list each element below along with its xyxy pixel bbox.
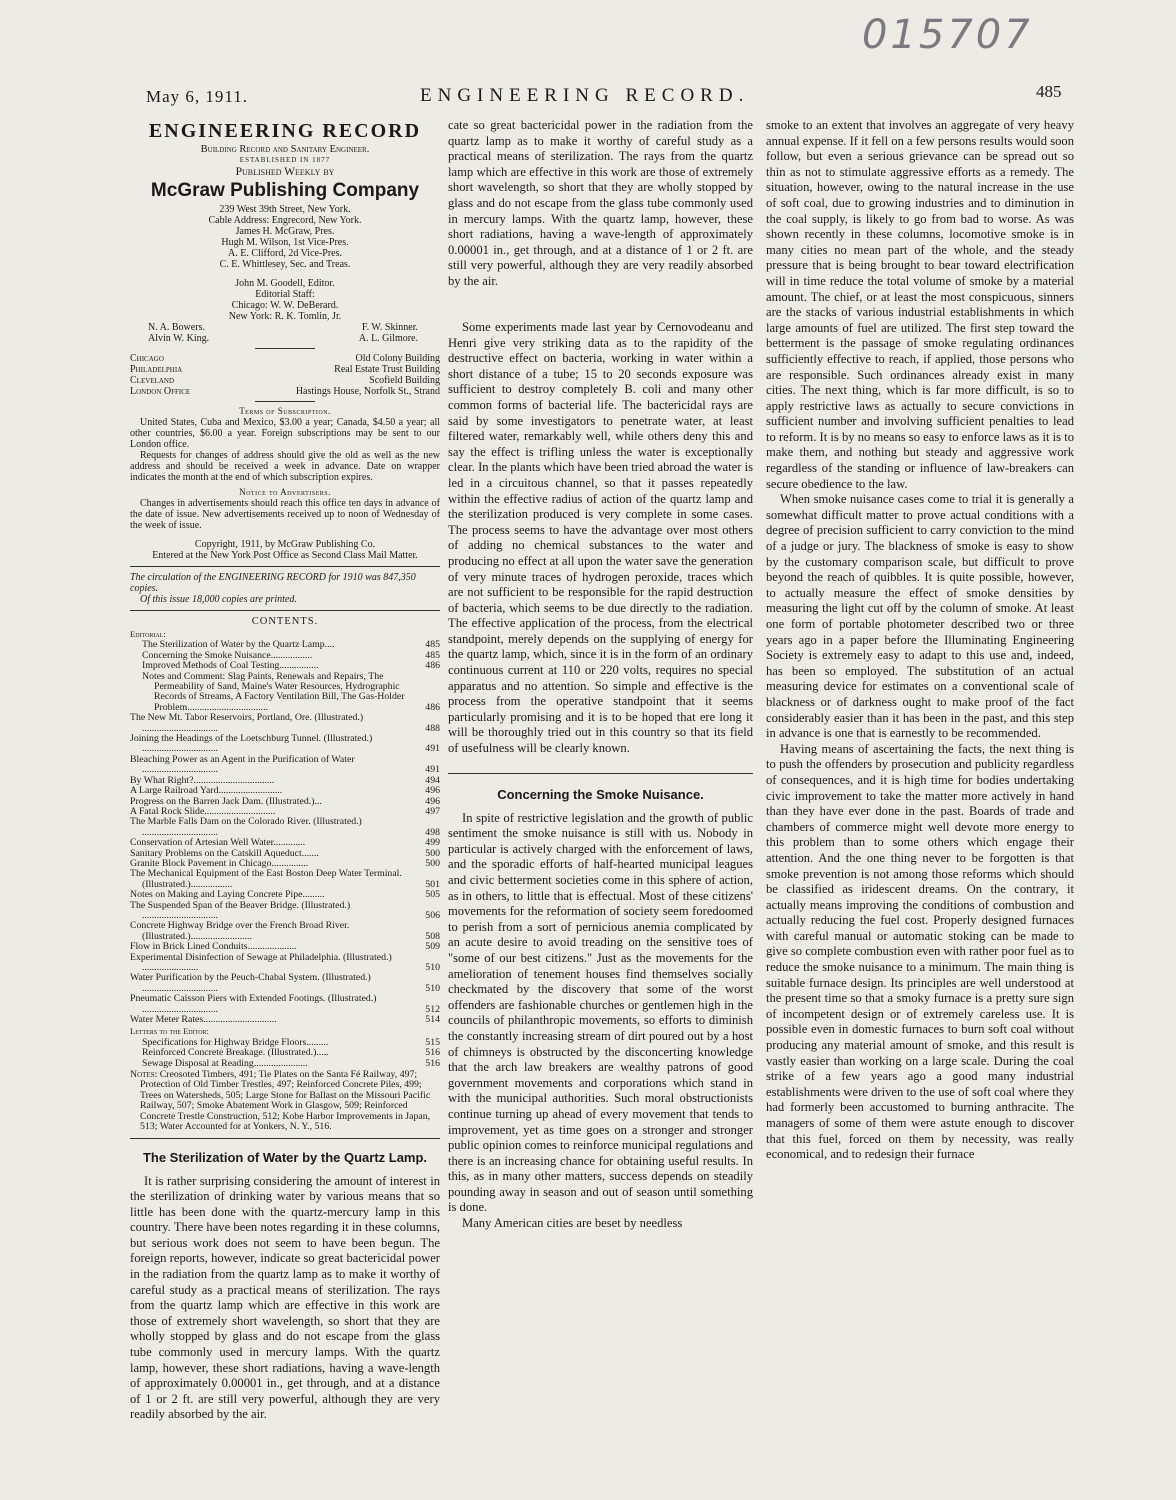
toc-title: The Marble Falls Dam on the Colorado River. (Illustrated.) ............................... [130,816,362,838]
toc-page: 509 [425,941,440,953]
toc-section-label: Notes: [130,1069,158,1081]
toc-page: 488 [425,722,440,734]
toc-section-label: Letters to the Editor: [130,1026,209,1037]
masthead-published: Published Weekly by [235,166,335,178]
toc-page: 505 [425,889,440,901]
staff-name: F. W. Skinner. [361,322,418,333]
toc-notes-text: Creosoted Timbers, 491; Tie Plates on the Santa Fé Railway, 497; Protection of Old Timber Trestles, 497; Reinforced Concrete Piles, 499; Trees on Watersheds, 505; Large Stone for Ballast on the Missouri Pacific Railway, 507; Smoke Abatement Work in Glasgow, 509; Reinforced Concrete Trestle Construction, 512; Kobe Harbor Improvements in Japan, 513; Water Accounted for at Yonkers, N. Y., 516. [140,1069,431,1133]
office-row [130,386,440,397]
office-building: Old Colony Building [355,353,440,364]
page-number: 485 [1036,82,1062,101]
toc-page: 497 [425,805,440,817]
toc-page: 494 [425,774,440,786]
circulation-note: The circulation of the ENGINEERING RECORD for 1910 was 847,350 copies. [130,572,416,594]
officer-line: Hugh M. Wilson, 1st Vice-Pres. [221,237,349,248]
toc-item[interactable] [130,994,440,1015]
toc-title: By What Right?................................. [130,774,275,786]
editor-line: John M. Goodell, Editor. [235,278,335,289]
paragraph: When smoke nuisance cases come to trial it is generally a somewhat difficult matter to prove actual conditions with a degree of precision sufficient to carry conviction to the mind of a judge or jury. The blackness of smoke is easy to show by the customary comparison scale, but difficult to prove beyond the reach of quibbles. It is quite possible, however, to actually measure the effect of smoke densities by measuring the light cut off by the column of smoke. At least one form of portable photometer described two or three years ago in a paper before the Illuminating Engineering Society is extremely easy to adapt to this use and, indeed, has been so employed. The substitution of an actual measuring device for estimates on a conventional scale of blackness or of darkness ought to make proof of the fact considerably easier than it has been in the past, and this step in advance is one that is earnestly to be recommended. [766,492,1074,741]
masthead-established: ESTABLISHED IN 1877 [239,156,331,164]
article-heading-smoke: Concerning the Smoke Nuisance. [497,786,704,802]
article-body [448,811,753,1232]
divider [255,401,315,402]
toc-page: 496 [425,795,440,807]
officer-line: C. E. Whittlesey, Sec. and Treas. [219,259,351,270]
toc-title: A Fatal Rock Slide............................. [130,805,276,817]
masthead-subtitle: Building Record and Sanitary Engineer. [200,144,370,155]
offices-list [130,353,440,397]
toc-title: The Sterilization of Water by the Quartz Lamp.... [142,639,335,651]
toc-title: Water Purification by the Peuch-Chabal System. (Illustrated.) ............................... [130,972,371,994]
office-building: Scofield Building [369,375,440,386]
handwritten-note: 015707 [862,12,1033,58]
table-of-contents [130,629,440,1133]
copyright: Copyright, 1911, by McGraw Publishing Co. [194,539,376,550]
toc-section-label: Editorial: [130,629,166,639]
toc-title: The Mechanical Equipment of the East Boston Deep Water Terminal. (Illustrated.)................. [130,868,402,890]
toc-page: 516 [425,1057,440,1069]
office-building: Real Estate Trust Building [334,364,440,375]
toc-item[interactable] [130,838,440,848]
office-city: Chicago [130,353,164,364]
chicago-staff: Chicago: W. W. DeBerard. [231,300,339,311]
toc-page: 514 [425,1014,440,1026]
divider [448,773,753,774]
toc-title: A Large Railroad Yard.......................... [130,785,283,797]
toc-page: 508 [425,930,440,942]
toc-page: 485 [425,639,440,651]
issue-count: Of this issue 18,000 copies are printed. [140,594,297,605]
divider [130,566,440,567]
officer-line: A. E. Clifford, 2d Vice-Pres. [227,248,342,259]
toc-page: 512 [425,1003,440,1015]
toc-title: Experimental Disinfection of Sewage at Philadelphia. (Illustrated.) ....................... [130,951,392,973]
toc-title: The New Mt. Tabor Reservoirs, Portland, Ore. (Illustrated.) ............................... [130,712,364,734]
terms-text: United States, Cuba and Mexico, $3.00 a year; Canada, $4.50 a year; all other countries, $6.00 a year. Foreign subscriptions may be sent to our London office. [130,417,440,450]
terms-text: Requests for changes of address should give the old as well as the new address and should be received a week in advance. Date on wrapper indicates the month at the end of which subscription expires. [130,450,440,483]
toc-title: Specifications for Highway Bridge Floors......... [142,1036,329,1048]
masthead-title: ENGINEERING RECORD [148,120,422,142]
article-body [766,118,1074,1163]
terms-heading: Terms of Subscription. [239,406,331,416]
toc-page: 500 [425,857,440,869]
toc-title: Conservation of Artesian Well Water............. [130,837,306,849]
paragraph: In spite of restrictive legislation and the growth of public sentiment the smoke nuisance is still with us. Nobody in particular is actively charged with the enforcement of laws, and the sporadic efforts of half-hearted municipal leagues and civic betterment societies come in this sphere of action, as in others, to little that is effectual. Most of these citizens' movements for the reformation of society seem foredoomed to perish from a sort of pernicious anemia complicated by an acute desire to avoid treading on the sensitive toes of "some of our best citizens." Just as the movements for the amelioration of tenement houses find themselves socially checkmated by the discovery that some of the worst offenders are fashionable churches or gentlemen high in the councils of philanthropic movements, so efforts to diminish the constantly increasing stream of dirt poured out by a host of chimneys is obstructed by the disconcerting knowledge that the arch law breakers are wealthy patrons of good government movements and corporations which stand in with the municipal authorities. Such moral obstructionists continue turning up ahead of every movement that tends to improvement, yet as time goes on a stronger and stronger public opinion comes to reinforce municipal regulations and there is an increasing chance for obtaining useful results. In this, as in many other matters, success depends on steadily pounding away in season and out of season until something is done. [448,810,753,1215]
toc-page: 500 [425,847,440,859]
toc-item[interactable] [130,869,440,890]
office-city: Cleveland [130,375,174,386]
toc-page: 486 [425,660,440,672]
contents-heading: CONTENTS. [251,616,319,627]
toc-title: Notes and Comment: Slag Paints, Renewals and Repairs, The Permeability of Sand, Maine's Water Resources, Hydrographic Records of Streams, A Factory Ventilation Bill, The Gas-Holder Problem................................. [142,670,405,713]
toc-title: Concerning the Smoke Nuisance................. [142,649,313,661]
toc-item[interactable] [130,817,440,838]
toc-page: 516 [425,1047,440,1059]
article-body [448,118,753,757]
toc-page: 485 [425,649,440,661]
paragraph: It is rather surprising considering the amount of interest in the sterilization of drinking water by various means that so little has been done with the quartz-mercury lamp in this country. There have been notes regarding it in these columns, but serious work does not seem to have been begun. The foreign reports, however, indicate so great bactericidal power in the radiation from the quartz lamp as to make it worthy of careful study as a practical means of sterilization. The rays from the quartz lamp which are effective in this work are those of extremely short wavelength, so short that they are wholly stopped by glass and do not escape from the glass tube commonly used in mercury lamps. With the quartz lamp, however, these short radiations, having a wave-length of approximately 0.00001 in., get through, and at a distance of 1 or 2 ft. are still very powerful, although they are very readily absorbed by the air. [130,1173,440,1422]
staff-name: Alvin W. King. [148,333,210,344]
toc-title: Granite Block Pavement in Chicago............... [130,857,309,869]
masthead-address: 239 West 39th Street, New York. [219,204,351,215]
staff-name: A. L. Gilmore. [358,333,418,344]
toc-item[interactable] [130,953,440,974]
toc-page: 498 [425,826,440,838]
toc-item[interactable] [130,755,440,776]
toc-title: Water Meter Rates.............................. [130,1014,277,1026]
toc-title: Sanitary Problems on the Catskill Aqueduct....... [130,847,319,859]
toc-title: Notes on Making and Laying Concrete Pipe......... [130,889,325,901]
toc-item[interactable] [130,921,440,942]
masthead-company: McGraw Publishing Company [150,180,420,201]
toc-page: 510 [425,982,440,994]
article-heading-sterilization: The Sterilization of Water by the Quartz Lamp. [142,1149,428,1165]
toc-title: Flow in Brick Lined Conduits.................... [130,941,297,953]
toc-page: 486 [425,701,440,713]
toc-item[interactable] [130,713,440,734]
header-date: May 6, 1911. [146,87,249,106]
toc-page: 499 [425,837,440,849]
toc-title: Progress on the Barren Jack Dam. (Illustrated.)... [130,795,322,807]
masthead-cable: Cable Address: Engrecord, New York. [208,215,362,226]
staff-name: N. A. Bowers. [148,322,205,333]
office-city: Philadelphia [130,364,183,375]
officer-line: James H. McGraw, Pres. [235,226,335,237]
paragraph-continued: smoke to an extent that involves an aggregate of very heavy annual expense. If it fell on a few persons results would soon follow, but even a serious grievance can be spread out so thin as not to stimulate aggressive efforts as a remedy. The situation, however, owing to the natural increase in the use of soft coal, due to growing industries and to diminution in the coal supply, is likely to go from bad to worse. As was shown recently in these columns, locomotive smoke is in many cities no mean part of the whole, and the steady pressure that is being brought to bear toward electrification will in time reduce the total volume of smoke by a material amount. The chief, or at least the most conspicuous, sinners are the stacks of various industrial establishments in which large amounts of fuel are utilized. The first step toward the betterment is the passage of smoke regulating ordinances sufficiently effective to reach, if applied, those persons who are responsible. Such ordinances already exist in many cities. The next thing, which is far more difficult, is so to apply restrictive laws as actually to secure convictions in sufficient number and involving sufficient penalties to lead to reform. It is by no means so easy to enforce laws as it is to make them, and nothing but steady and aggressive work regardless of the standing or influence of law-breakers can secure obedience to the law. [766,118,1074,491]
toc-title: Sewage Disposal at Reading...................... [142,1057,308,1069]
paragraph: Many American cities are beset by needless [462,1216,683,1231]
article-body [130,1173,440,1422]
toc-item[interactable] [130,901,440,922]
toc-title: Joining the Headings of the Loetschburg Tunnel. (Illustrated.) ............................... [130,733,373,755]
toc-title: Reinforced Concrete Breakage. (Illustrated.)..... [142,1047,329,1059]
toc-item[interactable] [130,1015,440,1025]
divider [130,1138,440,1139]
column-1 [130,118,440,1422]
paragraph: Some experiments made last year by Cernovodeanu and Henri give very striking data as to the rapidity of the destructive effect on bacteria, working in water within a short distance of a tube; 15 to 20 seconds exposure was sufficient to destroy completely B. coli and many other common forms of bacterial life. The bactericidal rays are said by some investigators to penetrate water, at least filtered water, remarkably well, while others deny this and say the effect is trifling unless the water is exceptionally clear. In the plants which have been tried abroad the water is led in a circuitous channel, so that it passes repeatedly within the effective radius of action of the quartz lamp and the sterilization produced is very complete in some cases. The process seems to have the advantage over most others of adding no chemical substances to the water and producing no effect at all upon the water save the generation of very minute traces of hydrogen peroxide, traces which are not sufficient to be responsible for the rapid destruction of bacteria, which seems to be due directly to the radiation. The effective application of the process, from the electrical standpoint, merely depends on the supplying of energy for the quartz lamp, which, since it is in the form of an ordinary continuous current at 110 or 220 volts, requires no special apparatus and no attention. So simple and effective is the process from the operative standpoint that it seems particularly promising and it is to be hoped that ere long it will be thoroughly tried out in this country so that its field of usefulness will be clearly known. [448,320,753,756]
staff-row [130,333,440,344]
toc-item[interactable] [130,890,440,900]
toc-title: Improved Methods of Coal Testing................ [142,660,319,672]
divider [255,348,315,349]
toc-item[interactable] [130,786,440,796]
office-row [130,364,440,375]
paragraph: Having means of ascertaining the facts, the next thing is to push the offenders by prosecution and publicity regardless of consequences, and it is high time for bodies undertaking civic improvement to take the matter more actively in hand than they have ever done in the past. Boards of trade and chambers of commerce might well devote more energy to this problem than to some others which engage their attention. And the one thing never to be forgotten is that smoke prevention is not among those reforms which should be classified as iridescent dreams. On the contrary, it actually means improving the conditions of combustion and actually reducing the fuel cost. Properly designed furnaces with careful manual or automatic stoking can be made to give so complete combustion even with rather poor fuel as to reduce the smoke nuisance to a minimum. The main thing is suitable furnace design. Its principles are well understood at the present time so that a smoky furnace is a pretty sure sign of incompetent design or of extremely careless use. It is possible even in domestic furnaces to burn soft coal without producing any material amount of smoke, and this result is vastly easier than working on a large scale. During the coal strike of a few years ago a good many industrial establishments were driven to the use of soft coal where they had formerly been accustomed to burning anthracite. The managers of some of them were astute enough to discover that this fuel, forced on them by necessity, was really economical, and to redesign their furnace [766,741,1074,1162]
notice-text: Changes in advertisements should reach this office ten days in advance of the date of issue. New advertisements received up to noon of Wednesday of the week of issue. [130,498,440,531]
divider [130,610,440,611]
toc-page: 491 [425,743,440,755]
toc-page: 506 [425,909,440,921]
toc-title: The Suspended Span of the Beaver Bridge. (Illustrated.) ............................... [130,899,351,921]
column-3 [766,118,1074,1163]
toc-item[interactable] [130,973,440,994]
staff-row [130,322,440,333]
toc-notes [130,1070,440,1132]
header-title: ENGINEERING RECORD. [420,85,750,106]
toc-item[interactable] [130,1059,440,1069]
toc-page: 491 [425,764,440,776]
office-row [130,375,440,386]
masthead [130,120,440,322]
staff-label: Editorial Staff: [255,289,315,300]
office-city: London Office [130,386,191,397]
toc-page: 496 [425,785,440,797]
toc-title: Pneumatic Caisson Piers with Extended Footings. (Illustrated.) ............................... [130,993,377,1015]
office-row [130,353,440,364]
paragraph-continued: cate so great bactericidal power in the radiation from the quartz lamp as to make it worthy of careful study as a practical means of sterilization. The rays from the quartz lamp which are effective in this work are those of extremely short wavelength, so short that they are wholly stopped by glass and do not escape from the glass tube commonly used in mercury lamps. With the quartz lamp, however, these short radiations, having a wave-length of approximately 0.00001 in., get through, and at a distance of 1 or 2 ft. are still very powerful, although they are very readily absorbed by the air. [448,118,753,288]
notice-heading: Notice to Advertisers. [239,487,331,497]
toc-item[interactable] [130,734,440,755]
office-building: Hastings House, Norfolk St., Strand [295,386,440,397]
toc-page: 510 [425,962,440,973]
entered: Entered at the New York Post Office as Second Class Mail Matter. [152,550,418,561]
ny-staff: New York: R. K. Tomlin, Jr. [228,311,342,322]
toc-page: 515 [425,1036,440,1048]
toc-item[interactable] [130,672,440,714]
toc-title: Concrete Highway Bridge over the French Broad River. (Illustrated.)......................... [130,920,350,942]
toc-page: 501 [425,878,440,890]
column-2 [448,118,753,1232]
toc-title: Bleaching Power as an Agent in the Purification of Water ............................... [130,753,355,776]
